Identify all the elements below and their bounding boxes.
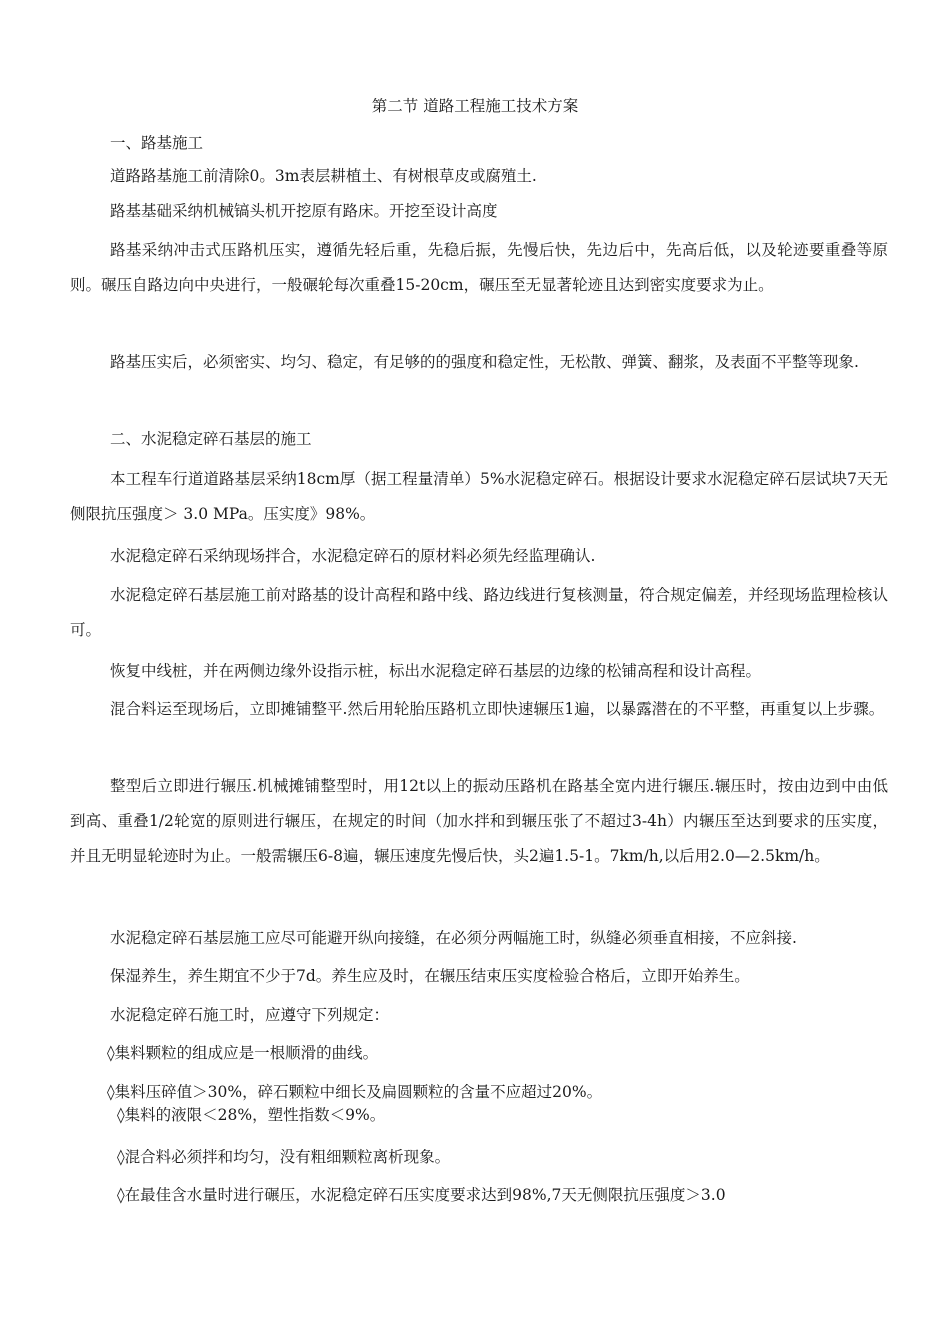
paragraph: 恢复中线桩，并在两侧边缘外设指示桩，标出水泥稳定碎石基层的边缘的松铺高程和设计高程。: [110, 662, 762, 680]
document-title: 第二节 道路工程施工技术方案: [371, 97, 579, 115]
paragraph: 整型后立即进行辗压.机械摊铺整型时，用12t以上的振动压路机在路基全宽内进行辗压.辗压时，按由边到中由低到高、重叠1/2轮宽的原则进行辗压，在规定的时间（加水拌和到辗压张了不超过3-4h）内辗压至达到要求的压实度，并且无明显轮迹时为止。一般需辗压6-8遍，辗压速度先慢后快，头2遍1.5-1。7km/h,以后用2.0—2.5km/h。: [70, 777, 888, 865]
bullet-item: ◊在最佳含水量时进行碾压，水泥稳定碎石压实度要求达到98%,7天无侧限抗压强度＞3.0: [117, 1186, 726, 1204]
bullet-item: ◊集料压碎值＞30%，碎石颗粒中细长及扁圆颗粒的含量不应超过20%。: [107, 1083, 603, 1101]
bullet-item: ◊集料的液限＜28%，塑性指数＜9%。: [117, 1106, 386, 1124]
bullet-item: ◊集料颗粒的组成应是一根顺滑的曲线。: [107, 1044, 379, 1062]
paragraph: 路基采纳冲击式压路机压实，遵循先轻后重，先稳后振，先慢后快，先边后中，先高后低，以及轮迹要重叠等原则。碾压自路边向中央进行，一般碾轮每次重叠15-20cm，碾压至无显著轮迹且达到密实度要求为止。: [70, 241, 888, 294]
paragraph: 路基基础采纳机械镐头机开挖原有路床。开挖至设计高度: [110, 202, 498, 220]
paragraph: 路基压实后，必须密实、均匀、稳定，有足够的的强度和稳定性，无松散、弹簧、翻浆，及表面不平整等现象.: [110, 353, 859, 371]
bullet-item: ◊混合料必须拌和均匀，没有粗细颗粒离析现象。: [117, 1148, 451, 1166]
paragraph: 混合料运至现场后，立即摊铺整平.然后用轮胎压路机立即快速辗压1遍，以暴露潜在的不平整，再重复以上步骤。: [110, 700, 885, 718]
paragraph: 水泥稳定碎石基层施工前对路基的设计高程和路中线、路边线进行复核测量，符合规定偏差，并经现场监理检核认可。: [70, 586, 888, 639]
section-heading: 一、路基施工: [110, 134, 204, 152]
paragraph: 水泥稳定碎石采纳现场拌合，水泥稳定碎石的原材料必须先经监理确认.: [110, 547, 596, 565]
paragraph: 保湿养生，养生期宜不少于7d。养生应及时，在辗压结束压实度检验合格后，立即开始养生。: [110, 967, 750, 985]
paragraph: 水泥稳定碎石施工时，应遵守下列规定：: [110, 1006, 390, 1024]
paragraph: 本工程车行道道路基层采纳18cm厚（据工程量清单）5%水泥稳定碎石。根据设计要求水泥稳定碎石层试块7天无侧限抗压强度＞ 3.0 MPa。压实度》98%。: [70, 470, 888, 523]
paragraph: 道路路基施工前清除0。3m表层耕植土、有树根草皮或腐殖土.: [110, 167, 537, 185]
section-heading: 二、水泥稳定碎石基层的施工: [110, 430, 312, 448]
paragraph: 水泥稳定碎石基层施工应尽可能避开纵向接缝，在必须分两幅施工时，纵缝必须垂直相接，不应斜接.: [110, 929, 797, 947]
